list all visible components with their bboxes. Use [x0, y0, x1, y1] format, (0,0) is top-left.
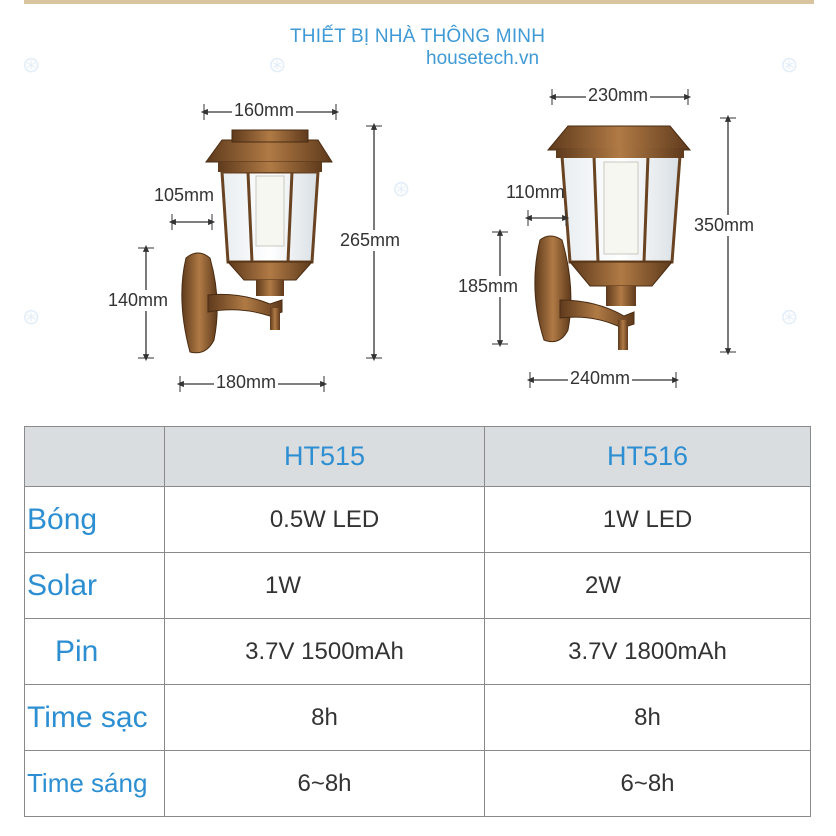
- cell-ht516-solar: 2W: [485, 553, 811, 619]
- lamp2-bracket-height: 185mm: [458, 276, 519, 296]
- spec-table: [24, 426, 811, 817]
- lamp1-bracket-height: 140mm: [108, 290, 169, 310]
- cell-ht516-time-sac: 8h: [485, 685, 811, 751]
- lamp2-arm-depth: 110mm: [506, 182, 565, 202]
- table-row: [25, 751, 811, 817]
- row-label-time-sang: Time sáng: [25, 751, 165, 817]
- row-label-pin: Pin: [25, 619, 165, 685]
- cell-ht515-time-sac: 8h: [165, 685, 485, 751]
- watermark-logo-icon: ⊛: [780, 52, 799, 77]
- lamp-ht516-image: [535, 126, 690, 350]
- table-corner-cell: [25, 427, 165, 487]
- cell-ht515-solar: 1W: [165, 553, 485, 619]
- table-row: [25, 553, 811, 619]
- table-row: [25, 487, 811, 553]
- watermark-logo-icon: ⊛: [22, 304, 41, 329]
- watermark-logo-icon: ⊛: [392, 176, 411, 201]
- row-label-time-sac: Time sạc: [25, 685, 165, 751]
- lamp2-top-width: 230mm: [588, 85, 649, 105]
- cell-ht515-bong: 0.5W LED: [165, 487, 485, 553]
- table-row: [25, 685, 811, 751]
- lamp2-height: 350mm: [694, 215, 755, 235]
- row-label-bong: Bóng: [25, 487, 165, 553]
- lamp1-top-width: 160mm: [234, 100, 295, 120]
- lamp-ht515-image: [182, 130, 332, 353]
- model-ht515-header: HT515: [165, 427, 485, 487]
- brand-name: THIẾT BỊ NHÀ THÔNG MINH: [290, 26, 546, 47]
- cell-ht516-bong: 1W LED: [485, 487, 811, 553]
- lamp1-arm-depth: 105mm: [154, 185, 215, 205]
- cell-ht515-time-sang: 6~8h: [165, 751, 485, 817]
- table-header-row: [25, 427, 811, 487]
- watermark-logo-icon: ⊛: [780, 304, 799, 329]
- watermark-logo-icon: ⊛: [268, 52, 287, 77]
- model-ht516-header: HT516: [485, 427, 811, 487]
- lamp2-base-width: 240mm: [570, 368, 631, 388]
- cell-ht516-time-sang: 6~8h: [485, 751, 811, 817]
- table-row: [25, 619, 811, 685]
- brand-website: housetech.vn: [426, 48, 540, 69]
- lamp1-base-width: 180mm: [216, 372, 277, 392]
- lamp1-height: 265mm: [340, 230, 401, 250]
- watermark-logo-icon: ⊛: [22, 52, 41, 77]
- row-label-solar: Solar: [25, 553, 165, 619]
- cell-ht515-pin: 3.7V 1500mAh: [165, 619, 485, 685]
- cell-ht516-pin: 3.7V 1800mAh: [485, 619, 811, 685]
